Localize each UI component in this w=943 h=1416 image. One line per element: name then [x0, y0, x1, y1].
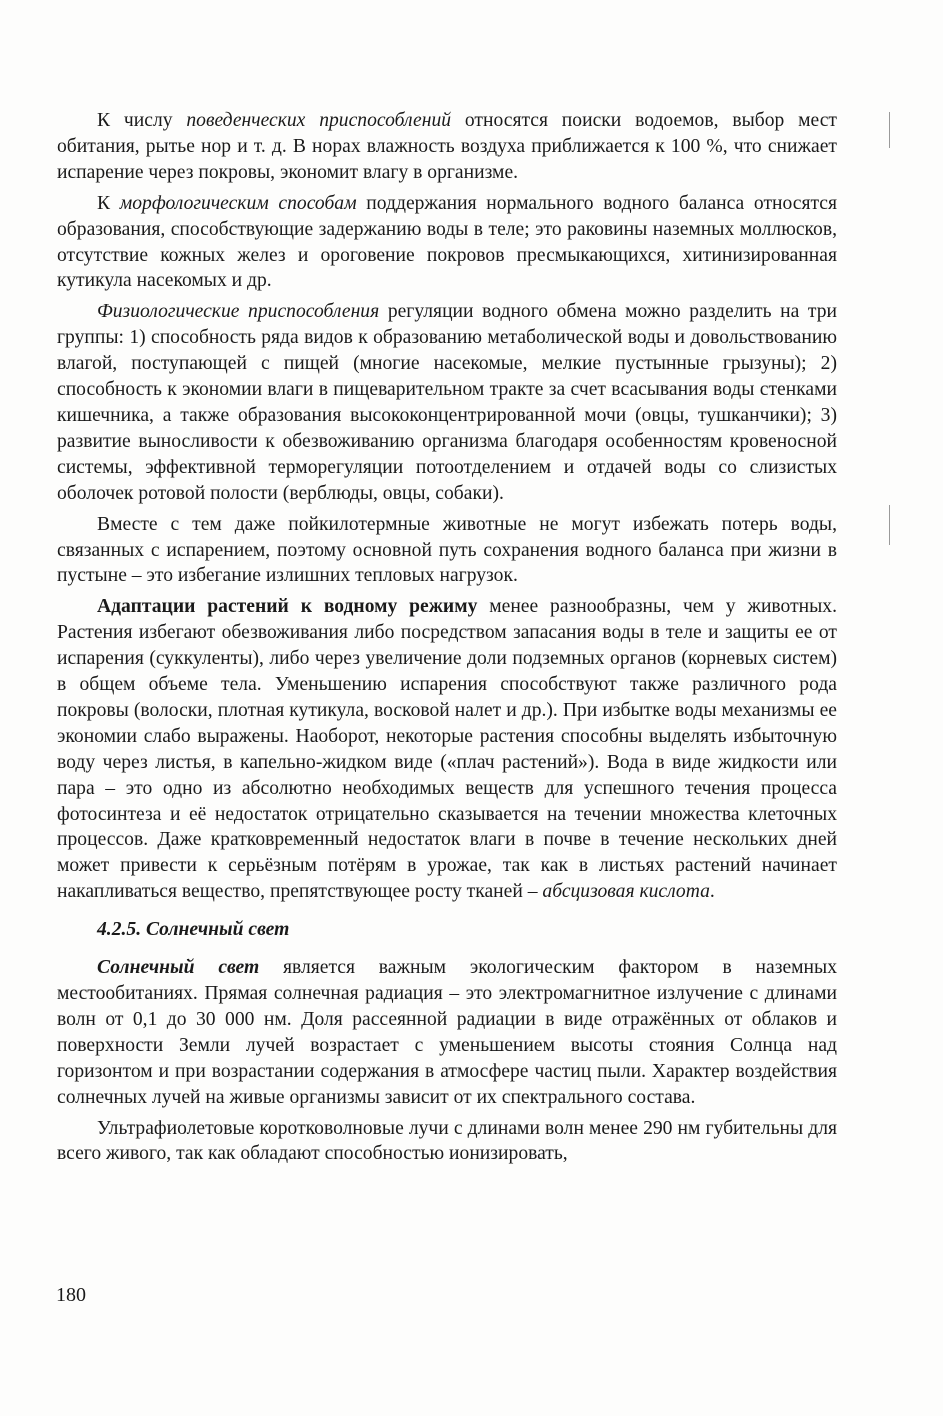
bold-term: 4.2.5. Солнечный свет: [97, 919, 290, 941]
paragraph: [57, 512, 837, 590]
italic-term: абсцизовая кислота: [542, 881, 710, 903]
paragraph: [57, 108, 837, 186]
italic-term: Физиологические приспособления: [97, 301, 380, 323]
text-run: относятся поиски водоемов, выбор мест обитания, рытье нор и т. д. В норах влажность воздуха приближается к 100 %, что снижает испарение через покровы, экономит влагу в организме.: [57, 110, 837, 183]
italic-term: поведенческих приспособлений: [186, 110, 452, 131]
paragraph: [57, 1116, 837, 1168]
text-run: Вместе с тем даже пойкилотермные животные не могут избежать потерь воды, связанных с испарением, поэтому основной путь сохранения водного баланса при жизни в пустыне – это избегание излишних тепловых нагрузок.: [57, 513, 837, 587]
text-run: поддержания нормального водного баланса относятся образования, способствующие задержанию воды в теле; это раковины наземных моллюсков, отсутствие кожных желез и ороговение покровов пресмыкающихся, хитинизированная кутикула насекомых и др.: [57, 192, 838, 292]
scan-edge-mark: [889, 505, 890, 545]
body-text: [57, 108, 837, 1172]
text-run: .: [709, 881, 715, 903]
italic-term: морфологическим способам: [119, 192, 357, 214]
bold-term: Адаптации растений к водному режиму: [97, 596, 478, 618]
page-number: 180: [56, 1284, 86, 1306]
text-run: менее разнообразны, чем у животных. Растения избегают обезвоживания либо посредством запасания воды в теле и защиты ее от испарения (суккуленты), либо через увеличение доли подземных органов (корневых систем) в общем объеме тела. Уменьшению испарения способствуют также различного рода покровы (волоски, плотная кутикула, восковой налет и др.). При избытке воды механизмы ее экономии слабо выражены. Наоборот, некоторые растения способны выделять избыточную воду через листья, в капельно-жидком виде («плач растений»). Вода в виде жидкости или пара – это одно из абсолютно необходимых веществ для успешного течения процесса фотосинтеза и её недостаток отрицательно сказывается на течении множества клеточных процессов. Даже кратковременный недостаток влаги в почве в течение нескольких дней может привести к серьёзным потёрям в урожае, так как в листьях растений начинает накапливаться вещество, препятствующее росту тканей –: [57, 596, 837, 903]
text-run: К числу: [97, 110, 187, 131]
text-run: регуляции водного обмена можно разделить на три группы: 1) способность ряда видов к образованию метаболической воды и довольствованию влагой, поступающей с пищей (многие насекомые, мелкие пустынные грызуны); 2) способность к экономии влаги в пищеварительном тракте за счет всасывания воды стенками кишечника, а также образования высококонцентрированной мочи (овцы, тушканчики); 3) развитие выносливости к обезвоживанию организма благодаря особенностям кровеносной системы, эффективной терморегуляции потоотделением и отдачей воды со слизистых оболочек ротовой полости (верблюды, овцы, собаки).: [57, 301, 838, 504]
section-heading: [97, 917, 837, 943]
paragraph: [57, 955, 837, 1110]
paragraph: [57, 191, 837, 295]
bold-term: Солнечный свет: [97, 957, 260, 979]
paragraph: [57, 594, 837, 905]
text-run: является важным экологическим фактором в наземных местообитаниях. Прямая солнечная радиация – это электромагнитное излучение с длинами волн от 0,1 до 30 000 нм. Доля рассеянной радиации в виде отражённых от облаков и поверхности Земли лучей возрастает с уменьшением высоты стояния Солнца над горизонтом и при возрастании содержания в атмосфере частиц пыли. Характер воздействия солнечных лучей на живые организмы зависит от их спектрального состава.: [57, 957, 837, 1108]
text-run: Ультрафиолетовые коротковолновые лучи с длинами волн менее 290 нм губительны для всего живого, так как обладают способностью ионизировать,: [57, 1117, 837, 1165]
paragraph: [57, 299, 837, 506]
scan-edge-mark: [889, 112, 890, 148]
text-run: К: [97, 192, 120, 214]
